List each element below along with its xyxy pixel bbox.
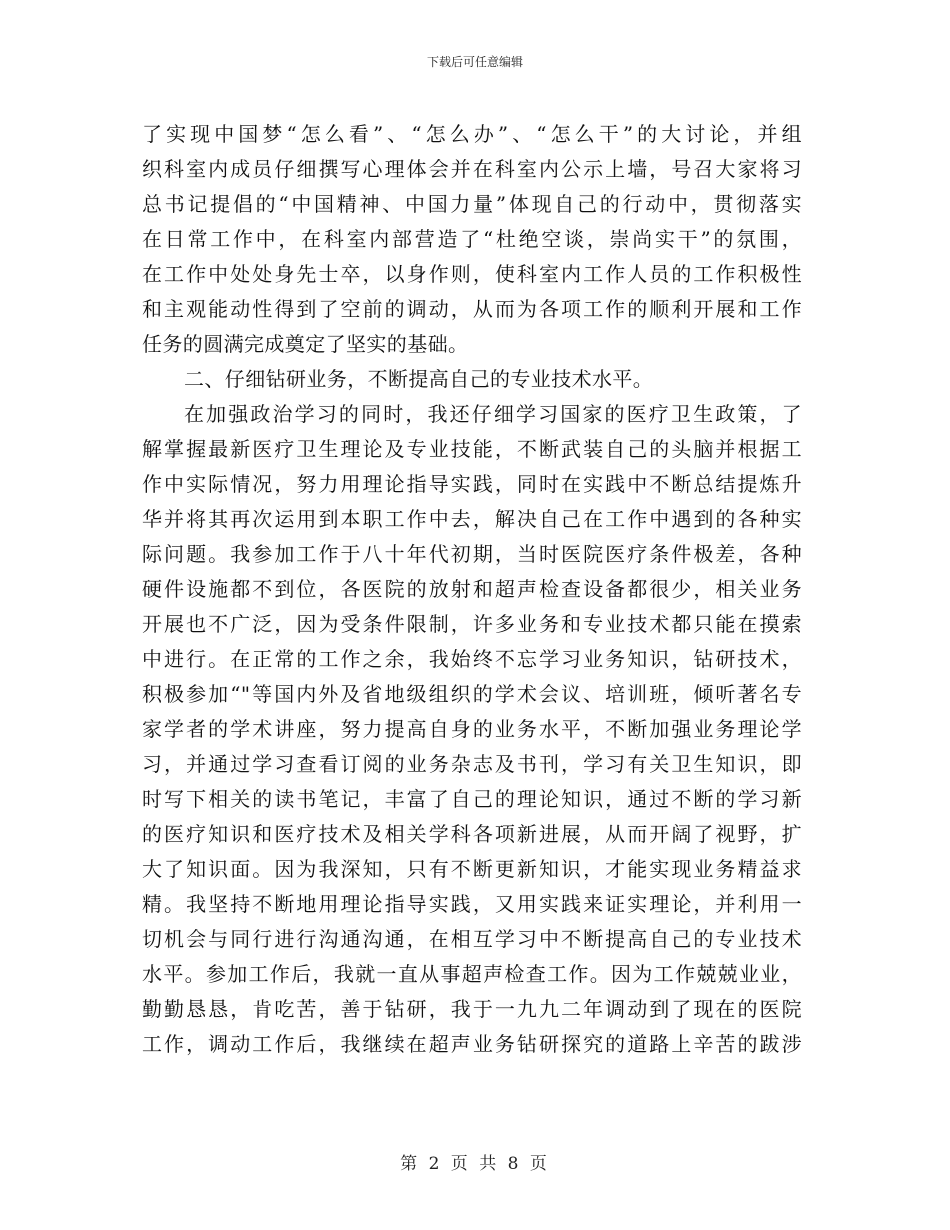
body-line: 习，并通过学习查看订阅的业务杂志及书刊，学习有关卫生知识，即 xyxy=(142,752,802,776)
body-line: 的医疗知识和医疗技术及相关学科各项新进展，从而开阔了视野，扩 xyxy=(142,822,802,846)
body-line: 工作，调动工作后，我继续在超声业务钻研探究的道路上辛苦的跋涉 xyxy=(142,1032,802,1056)
document-body xyxy=(142,117,802,1062)
body-line: 作中实际情况，努力用理论指导实践，同时在实践中不断总结提炼升 xyxy=(142,472,802,496)
body-line: 在工作中处处身先士卒，以身作则，使科室内工作人员的工作积极性 xyxy=(142,262,802,286)
body-line: 际问题。我参加工作于八十年代初期，当时医院医疗条件极差，各种 xyxy=(142,542,802,566)
body-line: 和主观能动性得到了空前的调动，从而为各项工作的顺利开展和工作 xyxy=(142,297,802,321)
body-line: 任务的圆满完成奠定了坚实的基础。 xyxy=(142,332,469,356)
body-line: 切机会与同行进行沟通沟通，在相互学习中不断提高自己的专业技术 xyxy=(142,927,802,951)
page-footer: 第 2 页 共 8 页 xyxy=(400,1154,550,1174)
body-line: 家学者的学术讲座，努力提高自身的业务水平，不断加强业务理论学 xyxy=(142,717,802,741)
body-line: 水平。参加工作后，我就一直从事超声检查工作。因为工作兢兢业业， xyxy=(142,962,802,986)
body-line: 解掌握最新医疗卫生理论及专业技能，不断武装自己的头脑并根据工 xyxy=(142,437,802,461)
body-line: 在加强政治学习的同时，我还仔细学习国家的医疗卫生政策，了 xyxy=(184,402,802,426)
body-line: 大了知识面。因为我深知，只有不断更新知识，才能实现业务精益求 xyxy=(142,857,802,881)
body-line: 精。我坚持不断地用理论指导实践，又用实践来证实理论，并利用一 xyxy=(142,892,802,916)
body-line: 硬件设施都不到位，各医院的放射和超声检查设备都很少，相关业务 xyxy=(142,577,802,601)
body-line: 华并将其再次运用到本职工作中去，解决自己在工作中遇到的各种实 xyxy=(142,507,802,531)
section-heading: 二、仔细钻研业务，不断提高自己的专业技术水平。 xyxy=(184,367,654,391)
body-line: 总书记提倡的“中国精神、中国力量”体现自己的行动中，贯彻落实 xyxy=(142,192,802,216)
body-line: 勤勤恳恳，肯吃苦，善于钻研，我于一九九二年调动到了现在的医院 xyxy=(142,997,802,1021)
body-line: 开展也不广泛，因为受条件限制，许多业务和专业技术都只能在摸索 xyxy=(142,612,802,636)
page-header: 下载后可任意编辑 xyxy=(426,55,523,69)
body-line: 了实现中国梦“怎么看”、“怎么办”、“怎么干”的大讨论，并组 xyxy=(142,122,802,146)
body-line: 在日常工作中，在科室内部营造了“杜绝空谈，崇尚实干”的氛围， xyxy=(142,227,802,251)
body-line: 时写下相关的读书笔记，丰富了自己的理论知识，通过不断的学习新 xyxy=(142,787,802,811)
body-line: 积极参加“"等国内外及省地级组织的学术会议、培训班，倾听著名专 xyxy=(142,682,802,706)
body-line: 织科室内成员仔细撰写心理体会并在科室内公示上墙，号召大家将习 xyxy=(142,157,802,181)
body-line: 中进行。在正常的工作之余，我始终不忘学习业务知识，钻研技术， xyxy=(142,647,802,671)
